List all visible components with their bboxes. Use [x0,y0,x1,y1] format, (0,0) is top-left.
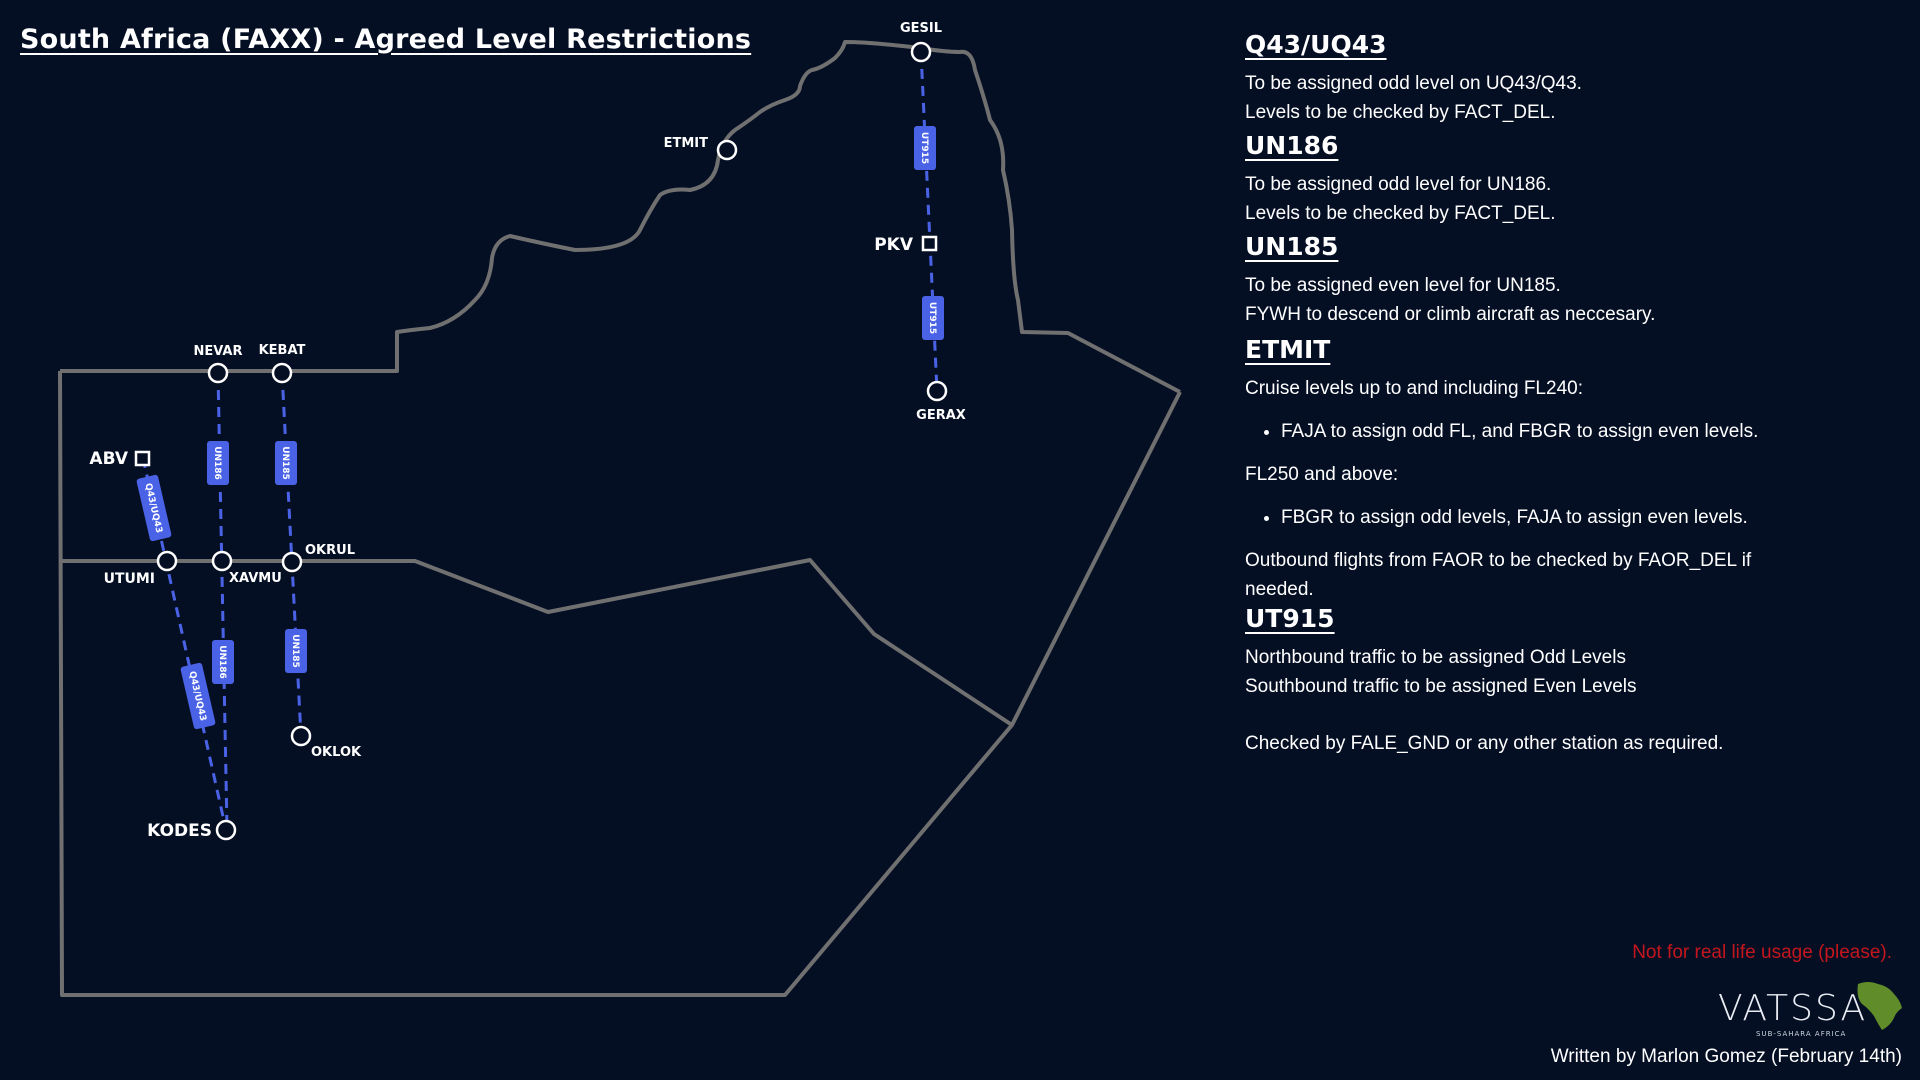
restrictions-panel [1245,30,1805,758]
vatssa-logo [1718,978,1908,1040]
airway-pill-un186-north [207,441,229,485]
section-heading-un186: UN186 [1245,131,1339,160]
map-title: South Africa (FAXX) - Agreed Level Restrictions [20,24,752,55]
section-line: Northbound traffic to be assigned Odd Levels [1245,647,1626,668]
section-line: Southbound traffic to be assigned Even Levels [1245,676,1637,697]
vor-markers [136,237,936,465]
airway-lines [143,52,937,830]
section-line: Cruise levels up to and including FL240: [1245,378,1583,399]
airway-label: UN185 [280,446,290,480]
waypoint-nevar[interactable] [209,364,227,382]
section-line: To be assigned odd level on UQ43/Q43. [1245,73,1582,94]
bullet-item: • FBGR to assign odd levels, FAJA to assign even levels. [1281,503,1805,532]
fix-label-pkv: PKV [874,235,913,255]
logo-text: VATSSA [1718,988,1868,1029]
airway-label: Q43/UQ43 [186,670,208,723]
section-heading-q43: Q43/UQ43 [1245,30,1387,59]
section-ut915 [1245,604,1805,758]
airway-pill-un185-north [275,441,297,485]
bullet-list [1245,503,1805,532]
author-credit: Written by Marlon Gomez (February 14th) [1550,1046,1902,1067]
waypoint-etmit[interactable] [718,141,736,159]
section-line: To be assigned odd level for UN186. [1245,174,1552,195]
fix-label-xavmu: XAVMU [229,571,282,586]
bullet-list [1245,417,1805,446]
fix-label-nevar: NEVAR [193,344,243,359]
section-line: Outbound flights from FAOR to be checked by FAOR_DEL if needed. [1245,550,1752,600]
airway-label: UN186 [217,645,227,679]
disclaimer-text: Not for real life usage (please). [1632,942,1892,963]
boundary-lines [60,42,1180,995]
airway-label: Q43/UQ43 [142,482,164,535]
fix-label-gesil: GESIL [899,21,943,36]
fix-label-utumi: UTUMI [103,571,155,587]
section-line: To be assigned even level for UN185. [1245,275,1561,296]
section-q43 [1245,30,1805,127]
fix-label-kodes: KODES [147,821,212,841]
waypoint-okrul[interactable] [283,553,301,571]
airway-pill-ut915-north [914,126,936,170]
vor-pkv[interactable] [923,237,936,250]
section-heading-un185: UN185 [1245,232,1339,261]
waypoint-xavmu[interactable] [213,552,231,570]
airway-pill-q43-north [136,474,172,541]
fix-label-abv: ABV [89,449,128,469]
waypoint-markers [158,43,946,839]
fix-label-etmit: ETMIT [663,136,708,151]
airway-label: UT915 [927,301,937,335]
fix-label-gerax: GERAX [916,408,966,423]
waypoint-kodes[interactable] [217,821,235,839]
airway-line-ut915 [921,52,937,391]
section-un186 [1245,131,1805,228]
northern-border [60,42,1180,392]
airway-pill-ut915-south [922,296,944,340]
section-line: FL250 and above: [1245,464,1399,485]
waypoint-gerax[interactable] [928,382,946,400]
vor-abv[interactable] [136,452,149,465]
waypoint-utumi[interactable] [158,552,176,570]
airway-label: UT915 [919,131,929,165]
fix-label-kebat: KEBAT [258,343,306,358]
airway-label: UN185 [290,634,300,668]
airway-pill-un186-south [212,640,234,684]
waypoint-kebat[interactable] [273,364,291,382]
section-heading-etmit: ETMIT [1245,335,1331,364]
section-line: FYWH to descend or climb aircraft as neccesary. [1245,304,1656,325]
bullet-item: • FAJA to assign odd FL, and FBGR to assign even levels. [1281,417,1805,446]
logo-subtitle: SUB-SAHARA AFRICA [1756,1030,1847,1038]
section-line: Levels to be checked by FACT_DEL. [1245,102,1556,123]
airway-pill-un185-south [285,629,307,673]
fix-label-okrul: OKRUL [305,543,355,558]
section-etmit [1245,335,1805,604]
section-heading-ut915: UT915 [1245,604,1335,633]
section-un185 [1245,232,1805,329]
fix-label-oklok: OKLOK [311,745,362,760]
waypoint-oklok[interactable] [292,727,310,745]
airway-label: UN186 [212,446,222,480]
airway-pill-q43-south [180,662,216,729]
section-line: Checked by FALE_GND or any other station as required. [1245,733,1724,754]
waypoint-gesil[interactable] [912,43,930,61]
section-line: Levels to be checked by FACT_DEL. [1245,203,1556,224]
